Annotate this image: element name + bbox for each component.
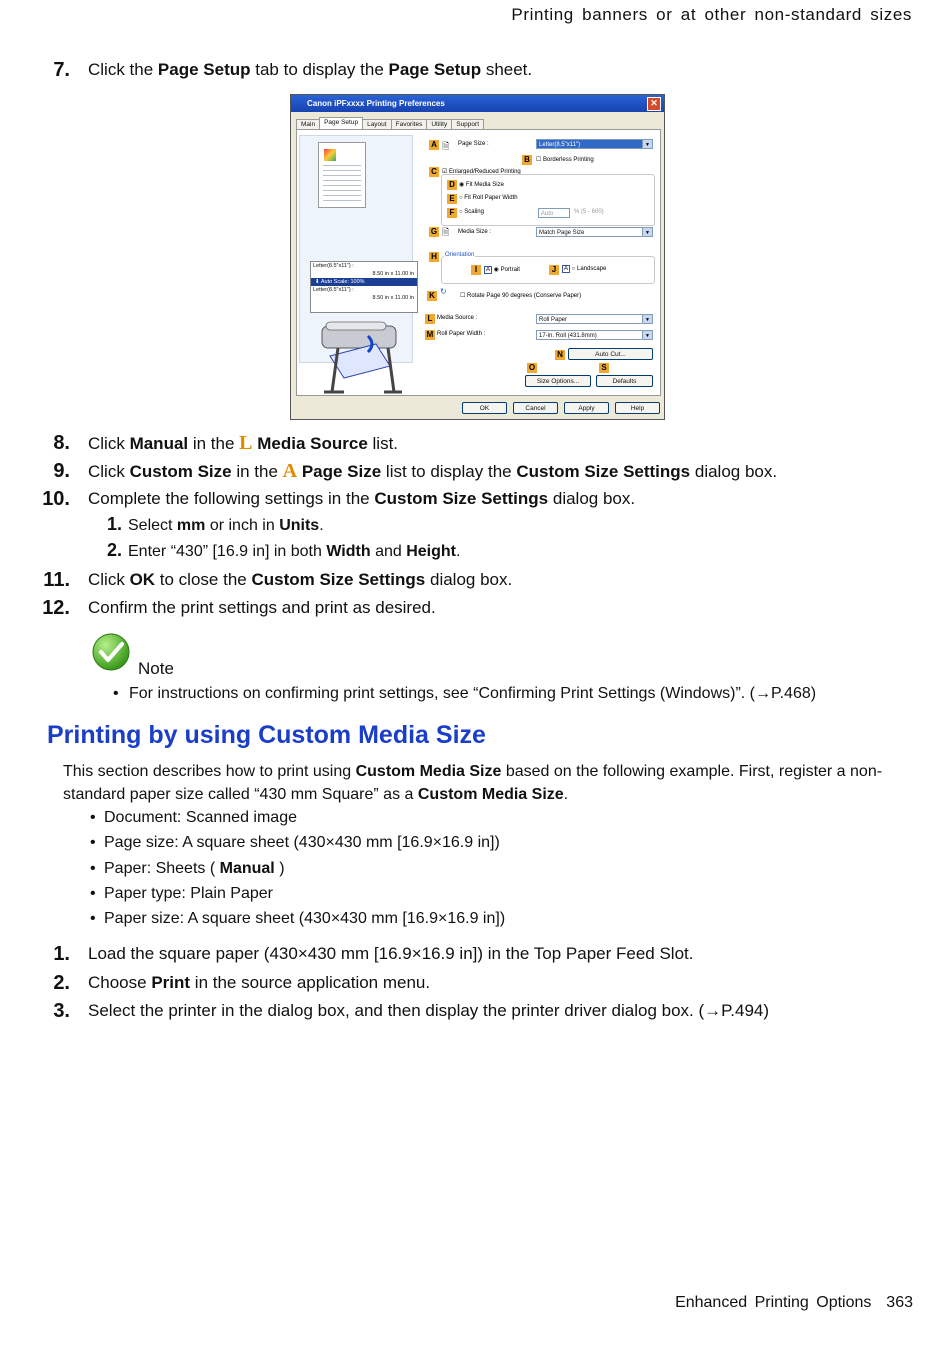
text: tab to display the xyxy=(250,60,389,79)
text: Click xyxy=(88,434,130,453)
note-check-icon xyxy=(91,632,131,672)
roll-width-label: Roll Paper Width : xyxy=(437,331,486,337)
text: in the xyxy=(188,434,240,453)
text: Enter “430” [16.9 in] in both xyxy=(128,543,327,560)
bold-term: Manual xyxy=(219,860,275,877)
size-summary-box xyxy=(310,261,418,313)
size-line: 8.50 in x 11.00 in xyxy=(372,271,414,277)
tab-main[interactable]: Main xyxy=(296,119,320,129)
bold-term: Custom Size Settings xyxy=(251,570,426,589)
list-item-text: Paper: Sheets ( xyxy=(104,860,220,877)
list-item-text: Paper type: Plain Paper xyxy=(104,885,273,902)
bold-term: OK xyxy=(129,570,156,589)
bold-term: Custom Size xyxy=(129,462,232,481)
step-text: Select the printer in the dialog box, and then display the printer driver dialog box. (→P.494) xyxy=(88,1001,770,1020)
note-text: For instructions on confirming print settings, see “Confirming Print Settings (Windows)”. (→P.468) xyxy=(129,685,817,702)
page-size-select[interactable] xyxy=(536,139,653,149)
text: in the xyxy=(231,462,283,481)
scaling-value: Auto xyxy=(541,211,554,217)
page-preview xyxy=(299,135,413,363)
callout-f: F xyxy=(447,208,457,218)
tab-utility[interactable]: Utility xyxy=(426,119,452,129)
fit-media-label: Fit Media Size xyxy=(465,182,504,188)
scaling-radio[interactable]: ○ Scaling xyxy=(459,209,484,215)
step-number: 10. xyxy=(42,488,70,510)
text: Click xyxy=(88,570,130,589)
printer-illustration-icon xyxy=(318,316,404,396)
note-bullet: • For instructions on confirming print settings, see “Confirming Print Settings (Windows)”. (→P.468) xyxy=(113,685,817,702)
media-source-letter-icon: L xyxy=(239,432,253,454)
callout-n: N xyxy=(555,350,565,360)
landscape-icon: A xyxy=(564,266,569,272)
step-number: 3. xyxy=(53,1000,70,1022)
bold-term: Page Setup xyxy=(388,60,482,79)
step-number: 11. xyxy=(43,569,70,591)
list-item-text: Page size: A square sheet (430×430 mm [16.9×16.9 in]) xyxy=(104,834,500,851)
bold-term: Width xyxy=(326,543,371,560)
text: . xyxy=(456,543,461,560)
callout-l: L xyxy=(425,314,435,324)
page-number: 363 xyxy=(886,1294,913,1311)
enlarged-checkbox-row[interactable]: ☑ Enlarged/Reduced Printing xyxy=(442,169,521,175)
step-text: Confirm the print settings and print as desired. xyxy=(88,598,436,617)
media-source-select[interactable] xyxy=(536,314,653,324)
dialog-tabs xyxy=(296,117,483,129)
roll-width-select[interactable] xyxy=(536,330,653,340)
callout-a: A xyxy=(429,140,439,150)
apply-button[interactable]: Apply xyxy=(564,402,609,414)
callout-e: E xyxy=(447,194,457,204)
borderless-label: Borderless Printing xyxy=(543,157,594,163)
bold-term: Media Source xyxy=(257,434,368,453)
dropdown-arrow-icon[interactable]: ▼ xyxy=(642,331,652,339)
callout-c: C xyxy=(429,167,439,177)
close-icon[interactable]: ✕ xyxy=(647,97,661,111)
printing-preferences-dialog xyxy=(290,94,665,420)
text: Complete the following settings in the xyxy=(88,489,375,508)
callout-g: G xyxy=(430,227,438,236)
media-size-value: Match Page Size xyxy=(539,230,585,236)
text: Click the xyxy=(88,60,158,79)
text: to close the xyxy=(155,570,252,589)
tab-favorites[interactable]: Favorites xyxy=(391,119,428,129)
media-size-icon: 🗎 xyxy=(442,227,450,237)
page-size-icon: 🗎 xyxy=(442,141,450,151)
tab-support[interactable]: Support xyxy=(451,119,484,129)
text: dialog box. xyxy=(548,489,636,508)
fit-media-radio[interactable]: ◉ Fit Media Size xyxy=(459,182,504,188)
bold-term: Print xyxy=(151,973,191,992)
bold-term: Custom Media Size xyxy=(417,786,564,803)
list-item: • Paper type: Plain Paper xyxy=(90,885,273,902)
landscape-label: Landscape xyxy=(576,266,607,272)
scaling-label: Scaling xyxy=(464,209,484,215)
page-footer xyxy=(675,1294,913,1312)
note-title: Note xyxy=(138,659,174,678)
bold-term: Custom Size Settings xyxy=(516,462,691,481)
page-size-letter-icon: A xyxy=(282,460,298,482)
list-item: • Paper size: A square sheet (430×430 mm [16.9×16.9 in]) xyxy=(90,910,506,927)
text: based on the following example. First, register a non-standard paper size called “430 mm Square” as a xyxy=(63,763,883,803)
text: . xyxy=(563,786,569,803)
borderless-checkbox-row[interactable]: ☐ Borderless Printing xyxy=(536,157,594,163)
bold-term: Units xyxy=(279,517,320,534)
media-size-label: Media Size : xyxy=(458,229,492,235)
bold-term: Page Setup xyxy=(157,60,251,79)
scaling-range: % (5 - 600) xyxy=(574,209,604,215)
text: Choose xyxy=(88,973,152,992)
bold-term: Page Size xyxy=(301,462,382,481)
substep-1 xyxy=(100,514,324,536)
intro-paragraph xyxy=(63,760,883,806)
text: This section describes how to print using xyxy=(63,763,356,780)
dropdown-arrow-icon[interactable]: ▼ xyxy=(642,228,652,236)
dropdown-arrow-icon[interactable]: ▼ xyxy=(642,140,652,148)
size-line: Letter(8.5"x11") : xyxy=(313,287,354,293)
callout-b: B xyxy=(522,155,532,165)
running-header: Printing banners or at other non-standard sizes xyxy=(511,5,912,24)
text: Click xyxy=(88,462,130,481)
page-size-value: Letter(8.5"x11") xyxy=(539,142,581,148)
roll-width-value: 17-in. Roll (431.8mm) xyxy=(539,333,597,339)
callout-k: K xyxy=(427,291,437,301)
paper-preview xyxy=(318,142,366,208)
callout-i: I xyxy=(471,265,481,275)
callout-m: M xyxy=(426,330,434,339)
enlarged-label: Enlarged/Reduced Printing xyxy=(449,169,521,175)
image-thumbnail-icon xyxy=(324,149,336,161)
portrait-label: Portrait xyxy=(500,267,520,273)
list-item: • Document: Scanned image xyxy=(90,809,297,826)
callout-d: D xyxy=(447,180,457,190)
text: dialog box. xyxy=(425,570,513,589)
landscape-radio[interactable]: A ○ Landscape xyxy=(564,266,607,272)
step-number: 12. xyxy=(42,597,70,619)
portrait-radio[interactable]: A ◉ Portrait xyxy=(486,267,520,273)
text: list to display the xyxy=(381,462,517,481)
text: or inch in xyxy=(205,517,280,534)
media-source-label: Media Source : xyxy=(437,315,478,321)
footer-section: Enhanced Printing Options xyxy=(675,1294,872,1311)
callout-h: H xyxy=(429,252,439,262)
text: sheet. xyxy=(481,60,533,79)
rotate-icon: ↻ xyxy=(440,287,447,296)
step-number: 1. xyxy=(53,943,70,965)
auto-scale-line: Auto Scale: 100% xyxy=(320,279,365,285)
list-item-text: ) xyxy=(274,860,285,877)
bold-term: Manual xyxy=(129,434,189,453)
section-heading: Printing by using Custom Media Size xyxy=(47,721,486,749)
page-size-label: Page Size : xyxy=(458,141,489,147)
dialog-title: Canon iPFxxxx Printing Preferences xyxy=(307,99,445,108)
text: Select xyxy=(128,517,177,534)
text: list. xyxy=(367,434,399,453)
step-number: 7. xyxy=(53,59,70,81)
callout-s: S xyxy=(599,363,609,373)
list-item: • Paper: Sheets ( Manual ) xyxy=(90,860,285,877)
callout-j: J xyxy=(549,265,559,275)
size-options-button[interactable]: Size Options... xyxy=(525,375,591,387)
media-size-select[interactable] xyxy=(536,227,653,237)
fit-roll-label: Fit Roll Paper Width xyxy=(464,195,518,201)
bold-term: Custom Size Settings xyxy=(374,489,549,508)
portrait-icon: A xyxy=(486,267,491,273)
size-line: Letter(8.5"x11") : xyxy=(313,263,354,269)
help-button[interactable]: Help xyxy=(615,402,660,414)
step-text: Load the square paper (430×430 mm [16.9×16.9 in]) in the Top Paper Feed Slot. xyxy=(88,944,694,963)
list-item-text: Paper size: A square sheet (430×430 mm [16.9×16.9 in]) xyxy=(104,910,506,927)
substep-number: 2. xyxy=(106,540,122,560)
callout-o: O xyxy=(528,363,536,372)
text: . xyxy=(319,517,324,534)
scaling-input[interactable] xyxy=(538,208,570,218)
bold-term: mm xyxy=(176,517,206,534)
list-item-text: Document: Scanned image xyxy=(104,809,297,826)
step-number: 8. xyxy=(53,432,70,454)
substep-number: 1. xyxy=(106,514,122,534)
down-arrow-icon: ⬇ xyxy=(315,279,320,285)
text: dialog box. xyxy=(690,462,778,481)
size-line: 8.50 in x 11.00 in xyxy=(372,295,414,301)
dialog-title-bar xyxy=(291,95,664,112)
auto-cut-button[interactable]: Auto Cut... xyxy=(568,348,653,360)
tab-layout[interactable]: Layout xyxy=(362,119,392,129)
list-item: • Page size: A square sheet (430×430 mm [16.9×16.9 in]) xyxy=(90,834,500,851)
cancel-button[interactable]: Cancel xyxy=(513,402,558,414)
text: in the source application menu. xyxy=(190,973,431,992)
tab-page-setup[interactable]: Page Setup xyxy=(319,117,363,129)
substep-2 xyxy=(100,540,460,562)
step-number: 2. xyxy=(53,972,70,994)
media-source-value: Roll Paper xyxy=(539,317,568,323)
ok-button[interactable]: OK xyxy=(462,402,507,414)
rotate-checkbox-row[interactable]: ☐ Rotate Page 90 degrees (Conserve Paper) xyxy=(460,293,582,299)
dropdown-arrow-icon[interactable]: ▼ xyxy=(642,315,652,323)
orientation-label: Orientation xyxy=(445,252,475,258)
step-number: 9. xyxy=(53,460,70,482)
fit-roll-radio[interactable]: ○ Fit Roll Paper Width xyxy=(459,195,518,201)
bold-term: Height xyxy=(406,543,456,560)
rotate-label: Rotate Page 90 degrees (Conserve Paper) xyxy=(467,293,582,299)
defaults-button[interactable]: Defaults xyxy=(596,375,653,387)
text: and xyxy=(370,543,407,560)
bold-term: Custom Media Size xyxy=(355,763,502,780)
